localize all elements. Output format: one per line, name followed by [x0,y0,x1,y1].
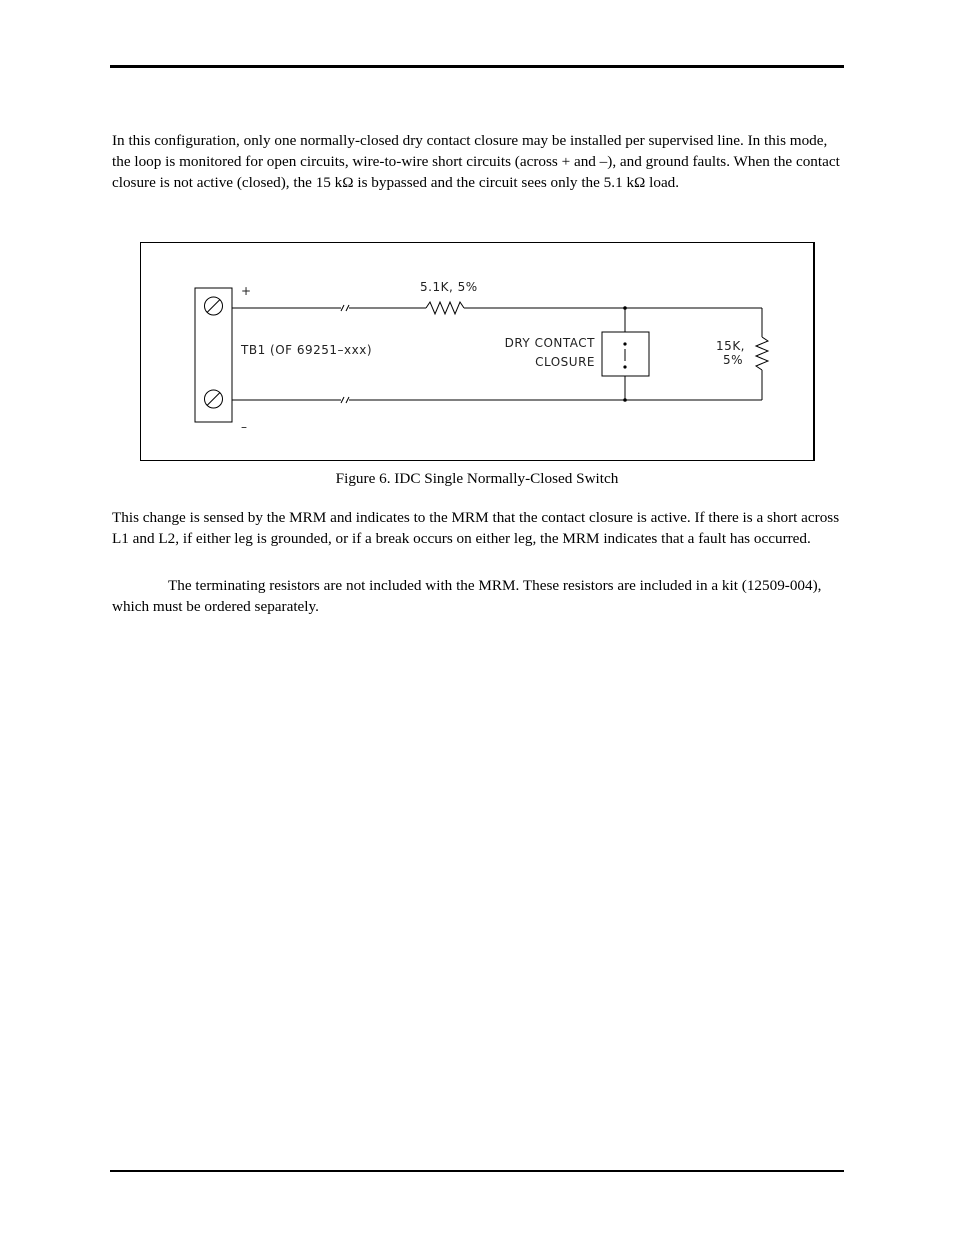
change-paragraph: This change is sensed by the MRM and indicates to the MRM that the contact closure is active. If there is a short across L1 and L2, if either leg is grounded, or if a break occurs on either leg, the MRM indicates that a fault has occurred. [112,509,840,547]
figure-6-schematic [140,242,815,461]
eol-resistor-label-line2: 5% [722,353,743,367]
footer-rule [110,1170,844,1172]
contact-label-line2: CLOSURE [535,355,595,369]
wire-break-top-icon [341,305,349,311]
contact-label-line1: DRY CONTACT [504,336,595,350]
intro-paragraph: In this configuration, only one normally-closed dry contact closure may be installed per supervised line. In this mode, the loop is monitored for open circuits, wire-to-wire short circuits (across + and –), and ground faults. When the contact closure is not active (closed), the 15 kΩ is bypassed and the circuit sees only the 5.1 kΩ load. [112,132,840,191]
wire-break-bottom-icon [341,397,349,403]
series-resistor-label: 5.1K, 5% [420,280,478,294]
header-rule [110,65,844,68]
plus-label: + [241,284,252,298]
minus-label: – [241,420,248,434]
terminal-block-label: TB1 (OF 69251–xxx) [241,343,373,357]
eol-resistor-label-line1: 15K, [716,339,745,353]
resistors-paragraph: The terminating resistors are not included with the MRM. These resistors are included in a kit (12509-004), which must be ordered separately. [112,577,822,615]
terminal-block [195,288,232,422]
circuit-diagram [141,243,813,460]
eol-resistor-icon [756,337,768,370]
series-resistor-icon [426,302,464,314]
figure-caption: Figure 6. IDC Single Normally-Closed Switch [335,470,619,487]
